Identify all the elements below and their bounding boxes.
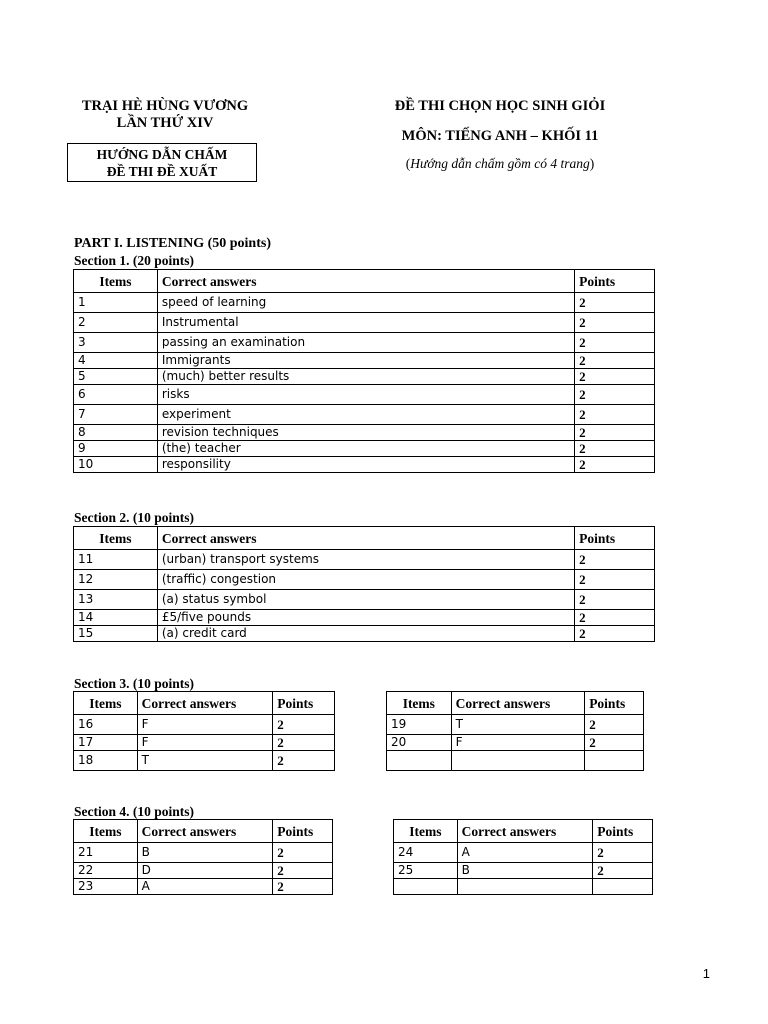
points-value: [585, 751, 644, 771]
points-value: 2: [273, 735, 335, 751]
item-number: 14: [74, 610, 158, 626]
answer-text: speed of learning: [157, 293, 574, 313]
points-value: 2: [575, 405, 655, 425]
item-number: 23: [74, 879, 138, 895]
table-row: [394, 879, 653, 895]
item-number: 7: [74, 405, 158, 425]
points-value: 2: [575, 570, 655, 590]
table-row: [74, 735, 335, 751]
item-number: 17: [74, 735, 138, 751]
answer-text: (a) status symbol: [157, 590, 574, 610]
section-3-table-left: [73, 691, 335, 771]
table-row: [74, 550, 655, 570]
exam-header: [360, 98, 640, 172]
column-header-items: Items: [74, 527, 158, 550]
points-value: 2: [575, 550, 655, 570]
points-value: 2: [575, 369, 655, 385]
item-number: 3: [74, 333, 158, 353]
item-number: 25: [394, 863, 458, 879]
section-4-table-right: [393, 819, 653, 895]
column-header-points: Points: [575, 270, 655, 293]
answer-text: risks: [157, 385, 574, 405]
points-value: 2: [273, 879, 333, 895]
answer-text: passing an examination: [157, 333, 574, 353]
points-value: 2: [575, 425, 655, 441]
item-number: 19: [387, 715, 452, 735]
exam-title: ĐỀ THI CHỌN HỌC SINH GIỎI: [394, 98, 606, 114]
item-number: [394, 879, 458, 895]
points-value: 2: [273, 751, 335, 771]
table-row: [74, 353, 655, 369]
points-value: 2: [575, 333, 655, 353]
item-number: 16: [74, 715, 138, 735]
item-number: 22: [74, 863, 138, 879]
answer-text: Immigrants: [157, 353, 574, 369]
item-number: 12: [74, 570, 158, 590]
answer-text: £5/five pounds: [157, 610, 574, 626]
column-header-points: Points: [593, 820, 653, 843]
table-row: [74, 441, 655, 457]
column-header-items: Items: [74, 820, 138, 843]
points-value: 2: [585, 715, 644, 735]
table-row: [74, 863, 333, 879]
answer-text: (a) credit card: [157, 626, 574, 642]
table-row: [74, 590, 655, 610]
column-header-answers: Correct answers: [451, 692, 585, 715]
section-title: Section 1. (20 points): [74, 253, 195, 268]
section-4-table-left: [73, 819, 333, 895]
column-header-points: Points: [575, 527, 655, 550]
table-row: [74, 751, 335, 771]
table-row: [74, 610, 655, 626]
table-row: [74, 293, 655, 313]
table-row: [74, 626, 655, 642]
section-3-table-right: [386, 691, 644, 771]
answer-text: B: [457, 863, 593, 879]
answer-text: F: [451, 735, 585, 751]
answer-text: revision techniques: [157, 425, 574, 441]
section-1-table: [73, 269, 655, 473]
item-number: 13: [74, 590, 158, 610]
answer-text: [451, 751, 585, 771]
item-number: 18: [74, 751, 138, 771]
column-header-points: Points: [273, 820, 333, 843]
camp-edition: LẦN THỨ XIV: [116, 115, 214, 131]
answer-text: B: [137, 843, 273, 863]
item-number: 11: [74, 550, 158, 570]
points-value: [593, 879, 653, 895]
answer-text: T: [137, 751, 273, 771]
item-number: 21: [74, 843, 138, 863]
table-row: [74, 457, 655, 473]
item-number: 6: [74, 385, 158, 405]
column-header-answers: Correct answers: [137, 692, 273, 715]
column-header-items: Items: [387, 692, 452, 715]
proposed-exam-label: ĐỀ THI ĐỀ XUẤT: [106, 164, 218, 179]
points-value: 2: [575, 590, 655, 610]
part-title: PART I. LISTENING (50 points): [74, 236, 271, 251]
points-value: 2: [575, 385, 655, 405]
answer-text: (the) teacher: [157, 441, 574, 457]
column-header-items: Items: [74, 270, 158, 293]
school-header: [60, 98, 270, 132]
table-row: [394, 843, 653, 863]
page-count-note: (Hướng dẫn chấm gồm có 4 trang): [405, 156, 595, 171]
points-value: 2: [575, 610, 655, 626]
item-number: 20: [387, 735, 452, 751]
item-number: 2: [74, 313, 158, 333]
table-row: [74, 715, 335, 735]
section-title: Section 3. (10 points): [74, 676, 195, 691]
section-2-table: [73, 526, 655, 642]
column-header-items: Items: [74, 692, 138, 715]
table-row: [387, 715, 644, 735]
column-header-items: Items: [394, 820, 458, 843]
answer-text: (much) better results: [157, 369, 574, 385]
column-header-answers: Correct answers: [157, 270, 574, 293]
item-number: 24: [394, 843, 458, 863]
points-value: 2: [593, 843, 653, 863]
points-value: 2: [575, 313, 655, 333]
table-row: [74, 385, 655, 405]
column-header-points: Points: [273, 692, 335, 715]
table-row: [74, 369, 655, 385]
points-value: 2: [575, 353, 655, 369]
answer-text: [457, 879, 593, 895]
points-value: 2: [273, 863, 333, 879]
item-number: 1: [74, 293, 158, 313]
answer-text: A: [457, 843, 593, 863]
item-number: 4: [74, 353, 158, 369]
section-title: Section 4. (10 points): [74, 804, 195, 819]
points-value: 2: [273, 843, 333, 863]
points-value: 2: [575, 441, 655, 457]
item-number: [387, 751, 452, 771]
points-value: 2: [575, 457, 655, 473]
table-row: [74, 570, 655, 590]
page-number: 1: [702, 966, 710, 981]
answer-text: Instrumental: [157, 313, 574, 333]
table-row: [74, 843, 333, 863]
camp-name: TRẠI HÈ HÙNG VƯƠNG: [81, 98, 249, 114]
exam-subject: MÔN: TIẾNG ANH – KHỐI 11: [401, 128, 599, 144]
table-row: [74, 405, 655, 425]
answer-text: A: [137, 879, 273, 895]
table-row: [394, 863, 653, 879]
table-row: [387, 735, 644, 751]
item-number: 10: [74, 457, 158, 473]
answer-text: T: [451, 715, 585, 735]
column-header-answers: Correct answers: [457, 820, 593, 843]
points-value: 2: [273, 715, 335, 735]
item-number: 5: [74, 369, 158, 385]
answer-text: experiment: [157, 405, 574, 425]
section-title: Section 2. (10 points): [74, 510, 195, 525]
answer-text: F: [137, 715, 273, 735]
table-row: [74, 313, 655, 333]
answer-text: D: [137, 863, 273, 879]
points-value: 2: [575, 626, 655, 642]
item-number: 8: [74, 425, 158, 441]
answer-text: (traffic) congestion: [157, 570, 574, 590]
answer-text: (urban) transport systems: [157, 550, 574, 570]
answer-key-title: HƯỚNG DẪN CHẤM: [96, 147, 228, 162]
table-row: [74, 879, 333, 895]
column-header-answers: Correct answers: [157, 527, 574, 550]
column-header-points: Points: [585, 692, 644, 715]
item-number: 9: [74, 441, 158, 457]
table-row: [74, 425, 655, 441]
column-header-answers: Correct answers: [137, 820, 273, 843]
answer-text: responsility: [157, 457, 574, 473]
table-row: [387, 751, 644, 771]
points-value: 2: [575, 293, 655, 313]
points-value: 2: [593, 863, 653, 879]
table-row: [74, 333, 655, 353]
answer-key-box: [67, 143, 257, 182]
item-number: 15: [74, 626, 158, 642]
points-value: 2: [585, 735, 644, 751]
answer-text: F: [137, 735, 273, 751]
